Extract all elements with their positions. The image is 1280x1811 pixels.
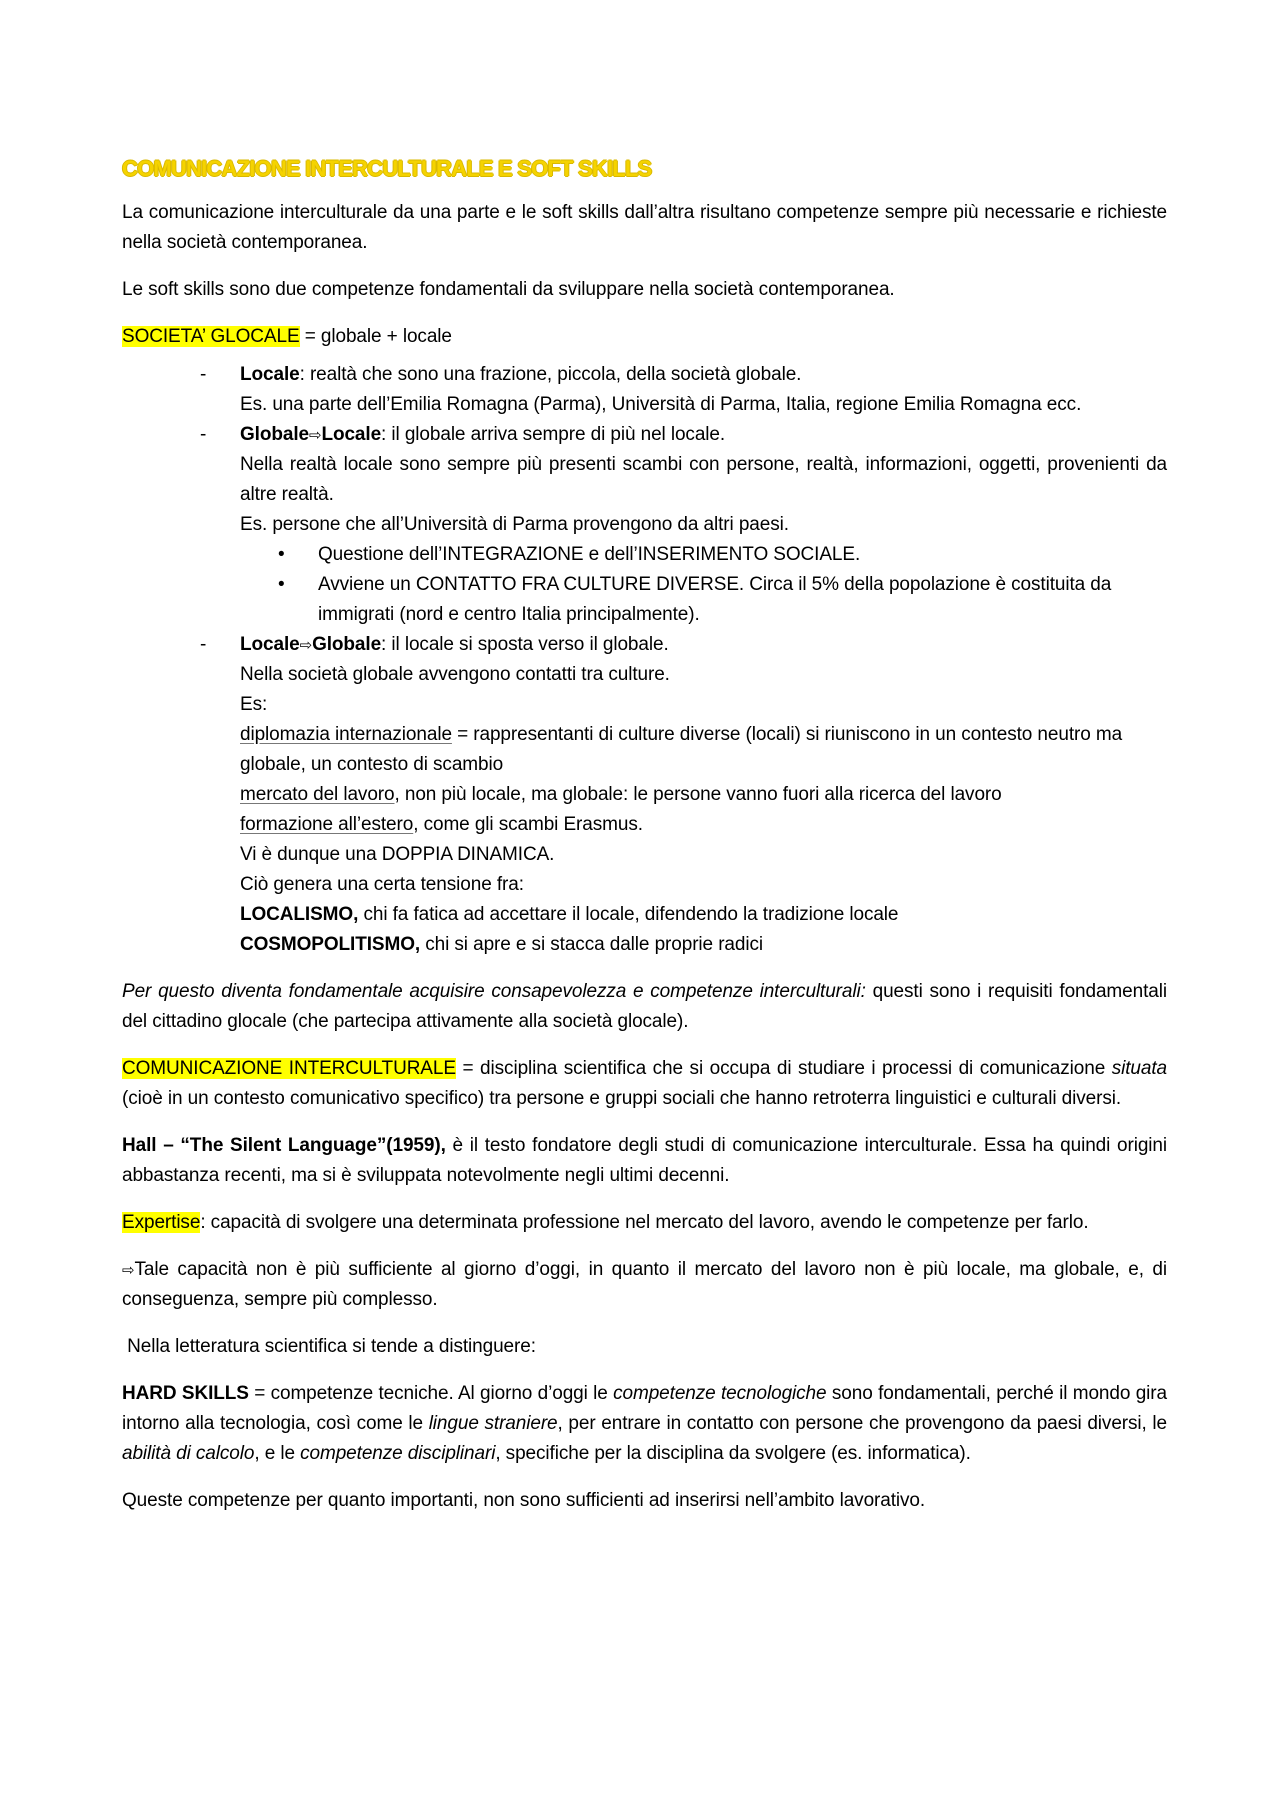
glocale-definition: = globale + locale [299, 326, 452, 347]
diplomazia-text: = rappresentanti di culture diverse (locali) si riuniscono in un contesto neutro ma globale, un contesto di scambio [240, 724, 1123, 775]
bullet-item: • Avviene un CONTATTO FRA CULTURE DIVERSE. Circa il 5% della popolazione è costituita da immigrati (nord e centro Italia principalmente). [240, 570, 1167, 630]
tensione-line: Ciò genera una certa tensione fra: [240, 874, 524, 895]
locale-globale-label-a: Locale [240, 634, 300, 655]
conclusion-paragraph: Queste competenze per quanto importanti, non sono sufficienti ad inserirsi nell’ambito lavorativo. [122, 1490, 926, 1511]
expertise-term: Expertise [122, 1212, 201, 1233]
per-questo-paragraph [122, 977, 1167, 1037]
cosmopolitismo-text: chi si apre e si stacca dalle proprie radici [420, 934, 763, 955]
mercato-term: mercato del lavoro [240, 784, 395, 805]
hard-skills-italic: competenze disciplinari [300, 1443, 496, 1464]
locale-text: : realtà che sono una frazione, piccola, della società globale. [299, 364, 802, 385]
hard-skills-text: , per entrare in contatto con persone che provengono da paesi diversi, le [557, 1413, 1168, 1434]
hall-text: è il testo fondatore degli studi di comunicazione interculturale. Essa ha quindi origini abbastanza recenti, ma si è sviluppata notevolmente negli ultimi decenni. [122, 1135, 1167, 1186]
comunicazione-term: COMUNICAZIONE INTERCULTURALE [122, 1058, 456, 1079]
hard-skills-text: = competenze tecniche. Al giorno d’oggi le [248, 1383, 614, 1404]
comunicazione-text-b: (cioè in un contesto comunicativo specifico) tra persone e gruppi sociali che hanno retroterra linguistici e culturali diversi. [122, 1088, 1122, 1109]
glocale-term: SOCIETA’ GLOCALE [122, 326, 300, 347]
formazione-term: formazione all’estero [240, 814, 414, 835]
globale-locale-bullets [240, 540, 1167, 630]
comunicazione-text-a: = disciplina scientifica che si occupa di studiare i processi di comunicazione [455, 1058, 1112, 1079]
globale-locale-example: Es. persone che all’Università di Parma provengono da altri paesi. [240, 514, 789, 535]
doppia-dinamica-line: Vi è dunque una DOPPIA DINAMICA. [240, 844, 555, 865]
globale-locale-label-a: Globale [240, 424, 309, 445]
arrow-right-icon: ⇨ [308, 426, 322, 444]
arrow-right-icon: ⇨ [299, 636, 313, 654]
situata-term: situata [1111, 1058, 1168, 1079]
globale-locale-text: : il globale arriva sempre di più nel locale. [381, 424, 726, 445]
hard-skills-text: , specifiche per la disciplina da svolgere (es. informatica). [495, 1443, 971, 1464]
list-item-locale-globale [122, 630, 1167, 960]
locale-label: Locale [240, 364, 300, 385]
locale-example: Es. una parte dell’Emilia Romagna (Parma), Università di Parma, Italia, regione Emilia Romagna ecc. [240, 394, 1082, 415]
expertise-paragraph [122, 1208, 1167, 1238]
locale-globale-es: Es: [240, 694, 268, 715]
localismo-term: LOCALISMO, [240, 904, 359, 925]
list-item-locale [122, 360, 1167, 420]
mercato-text: , non più locale, ma globale: le persone vanno fuori alla ricerca del lavoro [394, 784, 1002, 805]
expertise-text: : capacità di svolgere una determinata professione nel mercato del lavoro, avendo le competenze per farlo. [200, 1212, 1089, 1233]
intro-paragraph: La comunicazione interculturale da una parte e le soft skills dall’altra risultano competenze sempre più necessarie e richieste nella società contemporanea. [122, 202, 1167, 253]
page-title: COMUNICAZIONE INTERCULTURALE E SOFT SKILLS [122, 156, 652, 181]
globale-locale-label-b: Locale [321, 424, 382, 445]
locale-globale-text: : il locale si sposta verso il globale. [381, 634, 669, 655]
arrow-right-icon: ⇨ [122, 1261, 135, 1279]
hall-reference: Hall – “The Silent Language”(1959), [122, 1135, 446, 1156]
letteratura-paragraph: Nella letteratura scientifica si tende a distinguere: [122, 1336, 536, 1357]
per-questo-text: questi sono i requisiti fondamentali del cittadino glocale (che partecipa attivamente alla società glocale). [122, 981, 1167, 1032]
tale-paragraph [122, 1255, 1167, 1315]
locale-globale-label-b: Globale [312, 634, 382, 655]
localismo-text: chi fa fatica ad accettare il locale, difendendo la tradizione locale [358, 904, 899, 925]
bullet-item: • Questione dell’INTEGRAZIONE e dell’INSERIMENTO SOCIALE. [240, 540, 1167, 570]
diplomazia-term: diplomazia internazionale [240, 724, 452, 745]
hall-paragraph [122, 1131, 1167, 1191]
formazione-text: , come gli scambi Erasmus. [413, 814, 643, 835]
list-item-globale-locale [122, 420, 1167, 630]
comunicazione-paragraph [122, 1054, 1167, 1114]
hard-skills-italic: abilità di calcolo [122, 1443, 255, 1464]
hard-skills-paragraph [122, 1379, 1167, 1469]
glocale-list [122, 360, 1167, 960]
per-questo-italic: Per questo diventa fondamentale acquisire consapevolezza e competenze interculturali: [122, 981, 866, 1002]
cosmopolitismo-term: COSMOPOLITISMO, [240, 934, 421, 955]
globale-locale-detail: Nella realtà locale sono sempre più presenti scambi con persone, realtà, informazioni, oggetti, provenienti da altre realtà. [240, 454, 1167, 505]
hard-skills-term: HARD SKILLS [122, 1383, 249, 1404]
hard-skills-italic: competenze tecnologiche [613, 1383, 827, 1404]
hard-skills-text: , e le [254, 1443, 301, 1464]
document-body [122, 154, 1167, 1533]
hard-skills-text: sono fondamentali, perché il mondo gira intorno alla tecnologia, così come le [122, 1383, 1167, 1434]
locale-globale-line1: Nella società globale avvengono contatti tra culture. [240, 664, 670, 685]
glocale-paragraph [122, 322, 1167, 352]
soft-skills-paragraph: Le soft skills sono due competenze fondamentali da sviluppare nella società contemporanea. [122, 279, 895, 300]
hard-skills-italic: lingue straniere [428, 1413, 558, 1434]
tale-text: Tale capacità non è più sufficiente al giorno d’oggi, in quanto il mercato del lavoro non è più locale, ma globale, e, di conseguenza, sempre più complesso. [122, 1259, 1167, 1310]
